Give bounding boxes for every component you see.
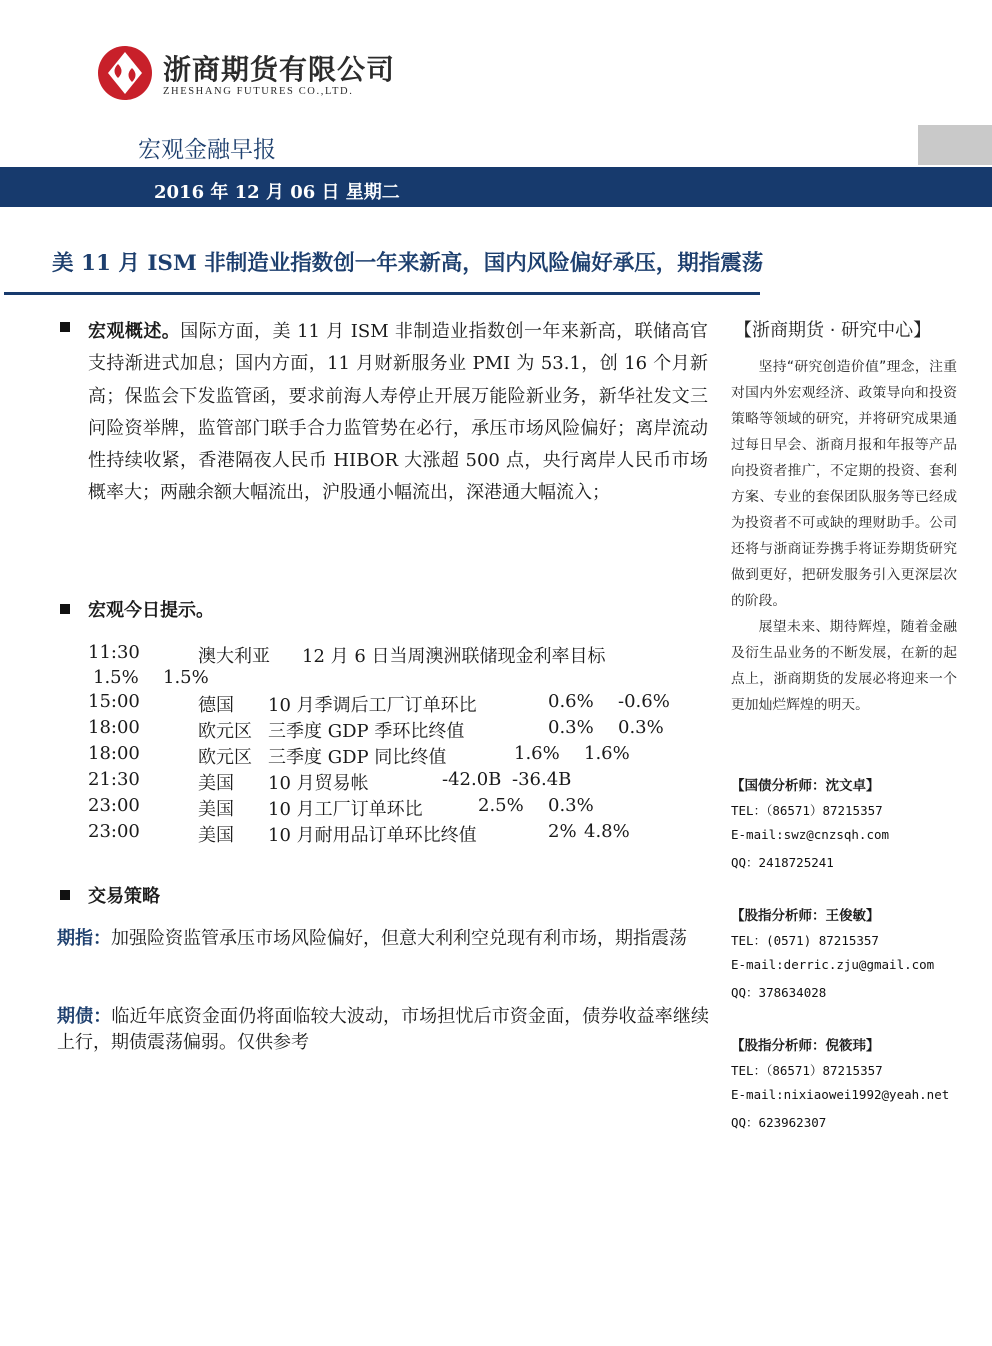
calendar-prior: -42.0B — [442, 769, 502, 790]
calendar-prior: 0.6% — [548, 691, 594, 712]
calendar-time: 11:30 — [88, 642, 140, 663]
bullet-square-icon — [60, 322, 70, 332]
calendar-prior: 1.5% — [93, 667, 139, 688]
calendar-event: 10 月工厂订单环比 — [268, 799, 423, 820]
analyst-qq: QQ：2418725241 — [731, 855, 834, 870]
calendar-region: 澳大利亚 — [198, 646, 270, 667]
calendar-row — [88, 769, 728, 793]
calendar-event: 10 月耐用品订单环比终值 — [268, 825, 477, 846]
strategy-heading — [60, 882, 160, 908]
calendar-time: 18:00 — [88, 743, 140, 764]
calendar-time: 15:00 — [88, 691, 140, 712]
calendar-row — [88, 642, 728, 666]
analyst-qq: QQ：623962307 — [731, 1115, 827, 1130]
calendar-row — [88, 691, 728, 715]
report-type: 宏观金融早报 — [138, 137, 276, 163]
calendar-event: 12 月 6 日当周澳洲联储现金利率目标 — [302, 646, 606, 667]
calendar-forecast: -0.6% — [618, 691, 670, 712]
calendar-row — [88, 717, 728, 741]
headline-divider — [4, 292, 760, 295]
calendar-time: 23:00 — [88, 795, 140, 816]
calendar-forecast: -36.4B — [512, 769, 572, 790]
analyst-tel: TEL：（86571）87215357 — [731, 1063, 883, 1078]
analyst-qq: QQ：378634028 — [731, 985, 827, 1000]
overview-heading: 宏观概述。 — [88, 321, 181, 342]
calendar-region: 美国 — [198, 825, 234, 846]
company-name-en: ZHESHANG FUTURES CO.,LTD. — [163, 86, 354, 97]
calendar-time: 21:30 — [88, 769, 140, 790]
bullet-square-icon — [60, 604, 70, 614]
calendar-row-values — [88, 667, 728, 691]
company-name-cn: 浙商期货有限公司 — [163, 53, 396, 86]
strategy-bond — [57, 1004, 709, 1056]
calendar-row — [88, 795, 728, 819]
strategy-index — [57, 926, 709, 952]
strategy-bond-text: 临近年底资金面仍将面临较大波动，市场担忧后市资金面，债券收益率继续上行，期债震荡偏弱。仅供参考 — [57, 1006, 709, 1053]
bullet-square-icon — [60, 890, 70, 900]
strategy-index-text: 加强险资监管承压市场风险偏好，但意大利利空兑现有利市场，期指震荡 — [111, 928, 687, 949]
calendar-region: 欧元区 — [198, 747, 252, 768]
sidebar-title: 【浙商期货 · 研究中心】 — [734, 320, 932, 341]
strategy-bond-label: 期债： — [57, 1006, 112, 1027]
calendar-heading — [60, 596, 214, 622]
calendar-forecast: 0.3% — [618, 717, 664, 738]
calendar-event: 10 月贸易帐 — [268, 773, 369, 794]
calendar-forecast: 1.6% — [584, 743, 630, 764]
calendar-prior: 1.6% — [514, 743, 560, 764]
overview-paragraph — [88, 316, 708, 510]
calendar-event: 三季度 GDP 季环比终值 — [268, 721, 465, 742]
company-logo-icon — [96, 44, 154, 102]
calendar-region: 美国 — [198, 773, 234, 794]
calendar-heading-text: 宏观今日提示。 — [88, 600, 214, 621]
calendar-region: 欧元区 — [198, 721, 252, 742]
analyst-email[interactable]: E-mail:swz@cnzsqh.com — [731, 827, 890, 842]
strategy-heading-text: 交易策略 — [88, 886, 160, 907]
calendar-prior: 2% — [548, 821, 577, 842]
sidebar-outlook: 展望未来、期待辉煌，随着金融及衍生品业务的不断发展，在新的起点上，浙商期货的发展必将迎来一个更加灿烂辉煌的明天。 — [731, 619, 957, 713]
calendar-prior: 0.3% — [548, 717, 594, 738]
overview-bullet — [60, 318, 88, 339]
date-band — [0, 167, 992, 207]
calendar-region: 德国 — [198, 695, 234, 716]
decorative-tab — [918, 125, 992, 165]
calendar-time: 18:00 — [88, 717, 140, 738]
analyst-title: 【国债分析师：沈文卓】 — [731, 778, 880, 794]
calendar-forecast: 1.5% — [163, 667, 209, 688]
analyst-email[interactable]: E-mail:derric.zju@gmail.com — [731, 957, 935, 972]
analyst-title: 【股指分析师：王俊敏】 — [731, 908, 880, 924]
analyst-tel: TEL：(0571) 87215357 — [731, 933, 879, 948]
analyst-email[interactable]: E-mail:nixiaowei1992@yeah.net — [731, 1087, 950, 1102]
calendar-row — [88, 821, 728, 845]
analyst-title: 【股指分析师：倪筱玮】 — [731, 1038, 880, 1054]
analyst-tel: TEL：（86571）87215357 — [731, 803, 883, 818]
overview-body: 国际方面，美 11 月 ISM 非制造业指数创一年来新高，联储高官支持渐进式加息；国内方面，11 月财新服务业 PMI 为 53.1，创 16 个月新高；保监会下发监管函，要求前海人寿停止开展万能险新业务，新华社发文三问险资举牌，监管部门联手合力监管势在必行，承压市场风险偏好；离岸流动性持续收紧，香港隔夜人民币 HIBOR 大涨超 500 点，央行离岸人民币市场概率大；两融余额大幅流出，沪股通小幅流出，深港通大幅流入； — [88, 321, 708, 504]
calendar-event: 三季度 GDP 同比终值 — [268, 747, 447, 768]
calendar-event: 10 月季调后工厂订单环比 — [268, 695, 477, 716]
sidebar-intro: 坚持“研究创造价值”理念，注重对国内外宏观经济、政策导向和投资策略等领域的研究，并将研究成果通过每日早会、浙商月报和年报等产品向投资者推广，不定期的投资、套利方案、专业的套保团队服务等已经成为投资者不可或缺的理财助手。公司还将与浙商证券携手将证券期货研究做到更好，把研发服务引入更深层次的阶段。 — [731, 359, 957, 609]
strategy-index-label: 期指： — [57, 928, 111, 949]
headline: 美 11 月 ISM 非制造业指数创一年来新高，国内风险偏好承压，期指震荡 — [52, 251, 764, 276]
calendar-forecast: 0.3% — [548, 795, 594, 816]
calendar-prior: 2.5% — [478, 795, 524, 816]
calendar-time: 23:00 — [88, 821, 140, 842]
calendar-region: 美国 — [198, 799, 234, 820]
calendar-forecast: 4.8% — [584, 821, 630, 842]
report-date: 2016 年 12 月 06 日 星期二 — [154, 182, 400, 203]
calendar-row — [88, 743, 728, 767]
